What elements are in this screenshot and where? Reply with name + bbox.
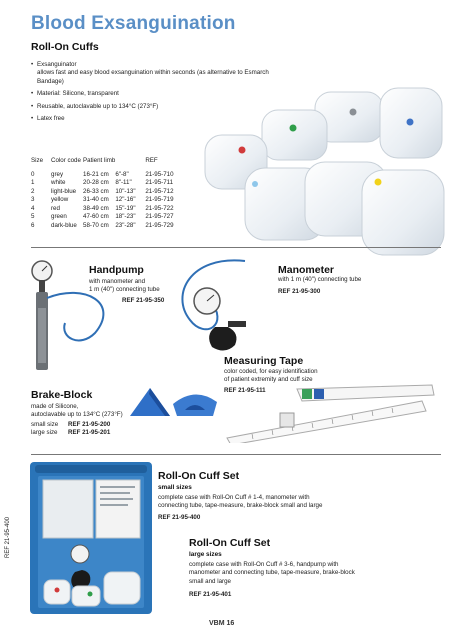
- measuring-tape-title: Measuring Tape: [224, 355, 304, 367]
- page-number: VBM 16: [209, 620, 235, 627]
- column-header-limb: Patient limb: [83, 157, 116, 164]
- table-row: 1 white 20-28 cm 8"-11" 21-95-711: [31, 179, 174, 186]
- feature-item: • Latex free: [31, 115, 281, 123]
- roll-on-cuff-set-case-photo: [30, 462, 152, 614]
- divider: [31, 454, 441, 455]
- page-title: Blood Exsanguination: [31, 13, 236, 34]
- brake-block-photo: [125, 380, 220, 420]
- cuff-set-small-ref: REF 21-95-400: [158, 514, 201, 521]
- table-header-row: [31, 157, 176, 171]
- feature-item: • Exsanguinator allows fast and easy blood exsanguination within seconds (as alternative to Esmarch Bandage): [31, 61, 281, 86]
- feature-item: • Material: Silicone, transparent: [31, 90, 281, 98]
- cuff-set-small-subtitle: small sizes: [158, 484, 192, 491]
- table-row: 5 green 47-60 cm 18"-23" 21-95-727: [31, 213, 174, 220]
- table-row: 6 dark-blue 58-70 cm 23"-28" 21-95-729: [31, 221, 174, 229]
- measuring-tape-desc: color coded, for easy identification of patient extremity and cuff size: [224, 368, 318, 384]
- cuff-set-small-desc: complete case with Roll-On Cuff # 1-4, manometer with connecting tube, tape-measure, brake-block small and large: [158, 494, 323, 510]
- cuff-set-large-title: Roll-On Cuff Set: [189, 537, 271, 549]
- roll-on-cuffs-photo: [190, 80, 445, 265]
- manometer-desc: with 1 m (40") connecting tube: [278, 276, 362, 283]
- case-photo-ref-label: REF 21-95-400: [5, 516, 11, 558]
- cuff-set-large-subtitle: large sizes: [189, 551, 222, 558]
- brake-block-desc: made of Silicone, autoclavable up to 134°C (273°F): [31, 403, 123, 419]
- handpump-ref: REF 21-95-350: [122, 297, 165, 304]
- cuff-set-small-title: Roll-On Cuff Set: [158, 470, 240, 482]
- table-row: 0 grey 16-21 cm 6"-8" 21-95-710: [31, 170, 174, 178]
- measuring-tape-photo: [222, 383, 444, 443]
- column-header-ref: REF: [145, 157, 158, 164]
- manometer-title: Manometer: [278, 264, 335, 276]
- brake-block-title: Brake-Block: [31, 389, 93, 401]
- measuring-tape-ref: REF 21-95-111: [224, 387, 266, 394]
- feature-item: • Reusable, autoclavable up to 134°C (273°F): [31, 103, 281, 111]
- table-row: 2 light-blue 26-33 cm 10"-13" 21-95-712: [31, 187, 174, 195]
- cuff-set-large-ref: REF 21-95-401: [189, 591, 232, 598]
- table-row: 4 red 38-49 cm 15"-19" 21-95-722: [31, 204, 174, 212]
- column-header-inches: [115, 157, 145, 171]
- manometer-photo: [170, 255, 280, 355]
- sizes-table: [31, 157, 176, 230]
- cuff-set-large-desc: complete case with Roll-On Cuff # 3-6, handpump with manometer and connecting tube, tape-measure, brake-block small and large: [189, 561, 355, 585]
- table-row: 3 yellow 31-40 cm 12"-16" 21-95-719: [31, 196, 174, 203]
- manometer-ref: REF 21-95-300: [278, 288, 321, 295]
- divider: [31, 247, 441, 248]
- column-header-size: Size: [31, 157, 44, 164]
- brake-block-refs: small size REF 21-95-200 large size REF 21-95-201: [31, 421, 111, 437]
- handpump-desc: with manometer and 1 m (40") connecting tube: [89, 278, 160, 294]
- handpump-title: Handpump: [89, 264, 144, 276]
- feature-item-detail: allows fast and easy blood exsanguination within seconds (as alternative to Esmarch Bandage): [37, 69, 269, 85]
- section-title-roll-on-cuffs: Roll-On Cuffs: [31, 41, 99, 53]
- column-header-color: Color code: [51, 157, 81, 164]
